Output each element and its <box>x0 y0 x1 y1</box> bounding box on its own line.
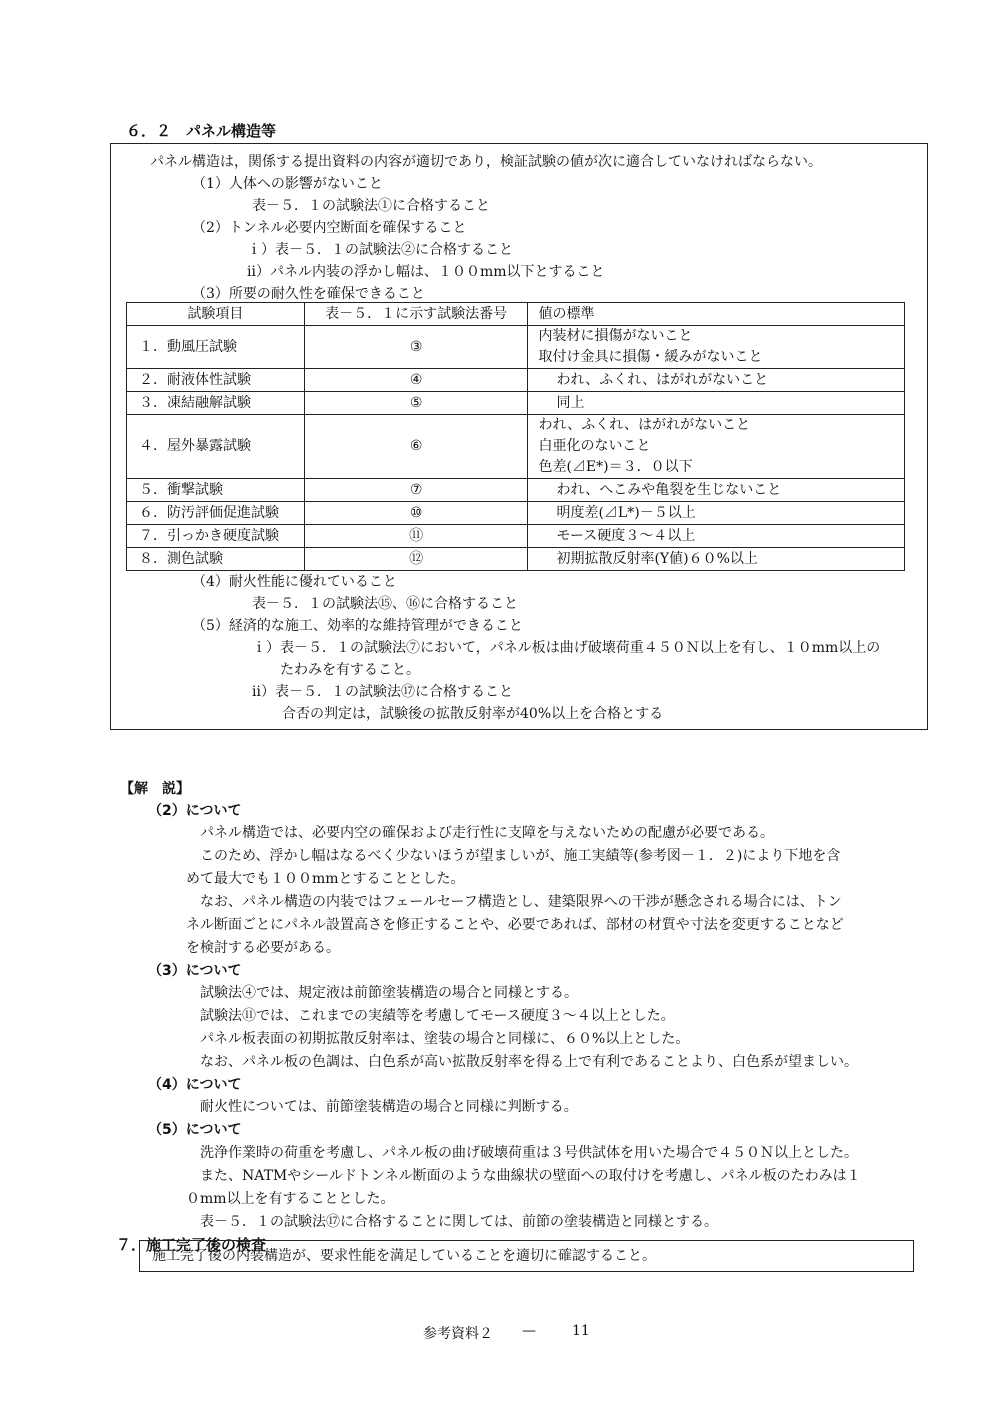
inspection-text: 施工完了後の内装構造が、要求性能を満足していることを適切に確認すること。 <box>152 1248 656 1264</box>
test-value: われ、へこみや亀裂を生じないこと <box>528 479 905 502</box>
section7-title: ７．施工完了後の検査 <box>116 1236 267 1254</box>
commentary-subheading: （4）について <box>148 1077 242 1093</box>
commentary-line: を検討する必要がある。 <box>186 940 340 956</box>
test-method: ③ <box>304 326 528 369</box>
test-method: ⑤ <box>304 392 528 415</box>
test-value: 初期拡散反射率(Y値)６０%以上 <box>528 548 905 571</box>
requirement-item: ⅱ）表－５．１の試験法⑰に合格すること <box>252 684 513 700</box>
commentary-line: このため、浮かし幅はなるべく少ないほうが望ましいが、施工実績等(参考図－１．２)により下地を含 <box>200 848 841 864</box>
page-number: 11 <box>572 1323 590 1339</box>
requirement-item: ｉ）表－５．１の試験法⑦において，パネル板は曲げ破壊荷重４５０Ｎ以上を有し、１０mm以上の <box>252 640 881 656</box>
commentary-line: ０mm以上を有することとした。 <box>186 1191 395 1207</box>
requirement-item: （2）トンネル必要内空断面を確保すること <box>192 220 467 236</box>
test-table <box>126 302 905 571</box>
requirement-item: （4）耐火性能に優れていること <box>192 574 397 590</box>
commentary-line: 試験法⑪では、これまでの実績等を考慮してモース硬度３～４以上とした。 <box>200 1008 675 1024</box>
commentary-line: パネル板表面の初期拡散反射率は、塗装の場合と同様に、６０%以上とした。 <box>200 1031 690 1047</box>
test-value: 同上 <box>528 392 905 415</box>
requirement-item: 表－５．１の試験法①に合格すること <box>252 198 490 214</box>
commentary-subheading: （2）について <box>148 803 242 819</box>
table-row <box>127 369 905 392</box>
footer-label: 参考資料２ <box>423 1326 493 1342</box>
commentary-subheading: （5）について <box>148 1122 242 1138</box>
commentary-line: 耐火性については、前節塗装構造の場合と同様に判断する。 <box>200 1099 578 1115</box>
test-method: ⑦ <box>304 479 528 502</box>
test-item: ２．耐液体性試験 <box>127 369 305 392</box>
requirement-item: （3）所要の耐久性を確保できること <box>192 286 425 302</box>
commentary-line: また、NATMやシールドトンネル断面のような曲線状の壁面への取付けを考慮し、パネル板のたわみは１ <box>200 1168 861 1184</box>
requirement-item: （1）人体への影響がないこと <box>192 176 383 192</box>
test-item: １．動風圧試験 <box>127 326 305 369</box>
test-item: ７．引っかき硬度試験 <box>127 525 305 548</box>
test-item: ８．測色試験 <box>127 548 305 571</box>
table-header: 表－５．１に示す試験法番号 <box>304 303 528 326</box>
test-method: ⑩ <box>304 502 528 525</box>
commentary-line: ネル断面ごとにパネル設置高さを修正することや、必要であれば、部材の材質や寸法を変更することなど <box>186 917 844 933</box>
test-value: 取付け金具に損傷・緩みがないこと <box>538 349 763 365</box>
test-value: われ、ふくれ、はがれがないこと <box>528 369 905 392</box>
test-item: ４．屋外暴露試験 <box>127 415 305 479</box>
test-value: われ、ふくれ、はがれがないこと <box>538 417 751 433</box>
test-item: ５．衝撃試験 <box>127 479 305 502</box>
test-value: 白亜化のないこと <box>538 438 651 454</box>
test-value: 色差(⊿E*)＝３．０以下 <box>538 459 693 475</box>
requirement-item: ｉ）表－５．１の試験法②に合格すること <box>247 242 513 258</box>
table-row <box>127 502 905 525</box>
commentary-line: パネル構造では、必要内空の確保および走行性に支障を与えないための配慮が必要である。 <box>200 825 774 841</box>
table-row <box>127 525 905 548</box>
test-item: ３．凍結融解試験 <box>127 392 305 415</box>
commentary-line: なお、パネル板の色調は、白色系が高い拡散反射率を得る上で有利であることより、白色系が望ましい。 <box>200 1054 858 1070</box>
requirement-intro: パネル構造は，関係する提出資料の内容が適切であり，検証試験の値が次に適合していなければならない。 <box>150 154 822 170</box>
table-header: 値の標準 <box>528 303 905 326</box>
table-row <box>127 415 905 479</box>
test-item: ６．防汚評価促進試験 <box>127 502 305 525</box>
test-method: ⑥ <box>304 415 528 479</box>
commentary-line: 表－５．１の試験法⑰に合格することに関しては、前節の塗装構造と同様とする。 <box>200 1214 718 1230</box>
test-value: モース硬度３～４以上 <box>528 525 905 548</box>
commentary-subheading: （3）について <box>148 963 242 979</box>
table-row <box>127 479 905 502</box>
test-method: ④ <box>304 369 528 392</box>
requirement-item: たわみを有すること。 <box>280 662 420 678</box>
table-header: 試験項目 <box>127 303 305 326</box>
test-value: 明度差(⊿L*)－５以上 <box>528 502 905 525</box>
commentary-line: 洗浄作業時の荷重を考慮し、パネル板の曲げ破壊荷重は３号供試体を用いた場合で４５０Ｎ以上とした。 <box>200 1145 858 1161</box>
commentary-heading: 【解 説】 <box>120 781 190 797</box>
test-method: ⑪ <box>304 525 528 548</box>
commentary-line: なお、パネル構造の内装ではフェールセーフ構造とし、建築限界への干渉が懸念される場合には、トン <box>200 894 842 910</box>
footer-dash: — <box>522 1323 536 1339</box>
table-header-row <box>127 303 905 326</box>
table-row <box>127 326 905 369</box>
requirement-item: ⅱ）パネル内装の浮かし幅は、１００mm以下とすること <box>247 264 605 280</box>
commentary-line: めて最大でも１００mmとすることとした。 <box>186 871 465 887</box>
commentary-line: 試験法④では、規定液は前節塗装構造の場合と同様とする。 <box>200 985 578 1001</box>
table-row <box>127 548 905 571</box>
table-row <box>127 392 905 415</box>
test-value: 内装材に損傷がないこと <box>538 328 693 344</box>
requirement-item: 合否の判定は，試験後の拡散反射率が40%以上を合格とする <box>282 706 664 722</box>
test-method: ⑫ <box>304 548 528 571</box>
requirement-item: 表－５．１の試験法⑮、⑯に合格すること <box>252 596 518 612</box>
requirement-item: （5）経済的な施工、効率的な維持管理ができること <box>192 618 523 634</box>
section-title: ６．２ パネル構造等 <box>126 122 277 140</box>
